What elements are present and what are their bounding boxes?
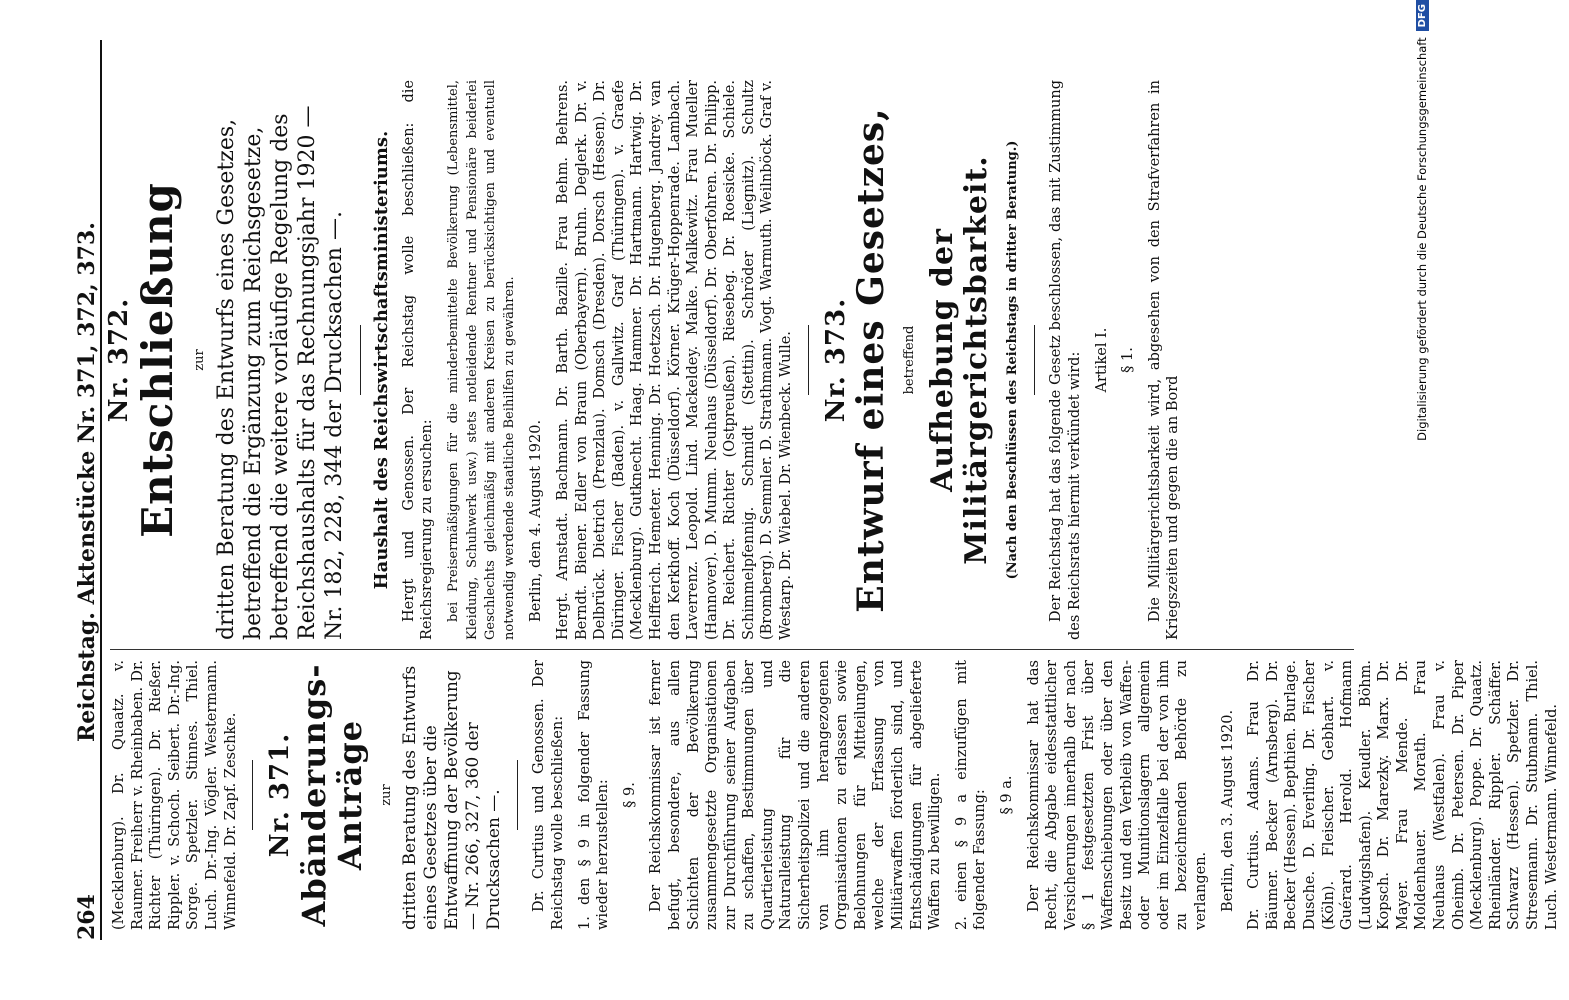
motion-body-372: bei Preisermäßigungen für die minderbemittelte Bevölkerung (Lebensmittel, Kleidung, Schuhwerk usw.) stets notleidende Rentner und Pensionäre beiderlei Geschlechts gleichmäßig mit anderen Kreisen zu berücksichtigen und eventuell notwendig werdende staatliche Beihilfen zu gewähren.: [445, 80, 517, 640]
divider: [1034, 325, 1035, 395]
motion-intro-371: Dr. Curtius und Genossen. Der Reichstag wolle beschließen:: [531, 660, 566, 930]
zur-371: zur: [378, 784, 394, 806]
paragraph-9-text: Der Reichskommissar ist ferner befugt, besondere, aus allen Schichten der Bevölkerung zusammengesetzte Organisationen zur Durchführung seiner Aufgaben zu schaffen, Bestimmungen über Quartierleistung und Naturalleistung für die Sicherheitspolizei und die anderen von ihm herangezogenen Organisationen zu erlassen sowie Belohnungen für Mitteilungen, welche der Erfassung von Militärwaffen förderlich sind, und Entschädigungen für abgelieferte Waffen zu bewilligen.: [648, 660, 944, 930]
date-372: Berlin, den 4. August 1920.: [528, 419, 545, 622]
subtitle-373: Aufhebung der Militärgerichtsbarkeit.: [924, 155, 994, 565]
section-heading: Haushalt des Reichswirtschaftsministeriums.: [371, 130, 393, 590]
digitization-text: Digitalisierung gefördert durch die Deutsche Forschungsgemeinschaft: [1415, 37, 1429, 441]
paragraph-1-text: Die Militärgerichtsbarkeit wird, abgesehen von den Strafverfahren in Kriegszeiten und gegen die an Bord: [1146, 80, 1182, 640]
note-373: (Nach den Beschlüssen des Reichstags in dritter Beratung.): [1004, 140, 1020, 580]
running-title: Reichstag. Aktenstücke Nr. 371, 372, 373.: [74, 222, 100, 742]
enactment-clause: Der Reichstag hat das folgende Gesetz beschlossen, das mit Zustimmung des Reichsrats hiermit verkündet wird:: [1048, 80, 1084, 640]
paragraph-9-heading: § 9.: [621, 782, 638, 808]
divider: [517, 760, 518, 830]
motion-item-2: 2. einen § 9 a einzufügen mit folgender Fassung:: [953, 660, 989, 930]
signers-372: Hergt. Arnstadt. Bachmann. Dr. Barth. Bazille. Frau Behm. Behrens. Berndt. Biener. Edler von Braun (Oberbayern). Bruhn. Deglerk. Dr. v. Delbrück. Dietrich (Prenzlau). Domsch (Dresden). Dorsch (Hessen). Dr. Düringer. Fischer (Baden). v. Gallwitz. Graf (Thüringen). v. Graefe (Mecklenburg). Gutknecht. Haag. Hammer. Dr. Hartmann. Hartwig. Dr. Helfferich. Hemeter. Henning. Dr. Hoetzsch. Dr. Hugenberg. Jandrey. van den Kerkhoff. Koch (Düsseldorf). Körner. Krüger-Hoppenrade. Lambach. Laverrenz. Leopold. Lind. Mackeldey. Malke. Malkewitz. Frau Mueller (Hannover). D. Mumm. Neuhaus (Düsseldorf). Dr. Oberfohren. Dr. Philipp. Dr. Reichert. Richter (Ostpreußen). Riesebeg. Dr. Roesicke. Schiele. Schimmelpfennig. Schmidt (Stettin). Schröder (Liegnitz). Schultz (Bromberg). D. Semmler. D. Strathmann. Vogt. Warmuth. Weilnböck. Graf v. Westarp. Dr. Wiebel. Dr. Wienbeck. Wulle.: [554, 80, 795, 640]
document-number-372: Nr. 372.: [104, 297, 134, 423]
date-371: Berlin, den 3. August 1920.: [1219, 709, 1236, 912]
title-371: Abänderungs-Anträge: [294, 663, 369, 927]
motion-intro-372: Hergt und Genossen. Der Reichstag wolle beschließen: die Reichsregierung zu ersuchen:: [400, 80, 436, 640]
signers-371: Dr. Curtius. Adams. Frau Dr. Bäumer. Becker (Arnsberg). Dr. Becker (Hessen). Bepthien. Burlage. Dusche. D. Everling. Dr. Fischer (Köln). Fleischer. Gebhart. v. Guérard. Herold. Hofmann (Ludwigshafen). Keudler. Böhm. Kopsch. Dr. Marezky. Marx. Dr. Mayer. Frau Mende. Dr. Moldenhauer. Morath. Frau Neuhaus (Westfalen). Frau v. Oheimb. Dr. Petersen. Dr. Piper (Mecklenburg). Poppe. Dr. Quaatz. Rheinländer. Rippler. Schäffer. Schwarz (Hessen). Spetzler. Dr. Stresemann. Dr. Stubmann. Thiel. Luch. Westermann. Winnefeld.: [1246, 660, 1560, 930]
zur-372: zur: [191, 349, 207, 371]
document-number-371: Nr. 371.: [265, 732, 296, 858]
paragraph-9a-text: Der Reichskommissar hat das Recht, die Abgabe eidesstattlicher Versicherungen innerhalb der nach § 1 festgesetzten Frist über Waffenschiebungen oder über den Besitz und den Verbleib von Waffen- oder Munitionslagern allgemein oder im Einzelfalle bei der von ihm zu bezeichnenden Behörde zu verlangen.: [1025, 660, 1209, 930]
subtitle-371: dritten Beratung des Entwurfs eines Gesetzes über die Entwaffnung der Bevölkerung — Nr. 266, 327, 360 der Drucksachen —.: [400, 665, 505, 930]
divider: [808, 325, 809, 395]
title-372: Entschließung: [132, 182, 182, 538]
page-number: 264: [74, 894, 100, 940]
paragraph-1-heading: § 1.: [1120, 347, 1137, 373]
article-heading: Artikel I.: [1093, 327, 1110, 393]
right-column: [104, 80, 1191, 640]
betreffend-373: betreffend: [902, 325, 918, 395]
title-373: Entwurf eines Gesetzes,: [850, 107, 893, 613]
divider: [252, 760, 253, 830]
document-number-373: Nr. 373.: [820, 297, 851, 423]
digitization-notice: [1412, 0, 1432, 1000]
paragraph-9a-heading: § 9 a.: [999, 775, 1015, 815]
column-divider: [110, 649, 1354, 650]
subtitle-372: dritten Beratung des Entwurfs eines Gesetzes, betreffend die Ergänzung zum Reichsgesetze, betreffend die weitere vorläufige Regelung des Reichshaushalts für das Rechnungsjahr 1920 — Nr. 182, 228, 344 der Drucksachen —.: [214, 105, 348, 640]
continued-signers: (Mecklenburg). Dr. Quaatz. v. Raumer. Freiherr v. Rheinbaben. Dr. Richter (Thüringen). Dr. Rießer. Rippler. v. Schoch. Seibert. Dr.-Ing. Sorge. Spetzler. Stinnes. Thiel. Luch. Dr.-Ing. Vögler. Westermann. Winnefeld. Dr. Zapf. Zeschke.: [111, 660, 239, 930]
dfg-logo: DFG: [1416, 0, 1429, 31]
page-header: [60, 40, 102, 940]
left-column: [110, 660, 1569, 930]
motion-item-1: 1. den § 9 in folgender Fassung wieder herzustellen:: [576, 660, 612, 930]
divider: [360, 325, 361, 395]
